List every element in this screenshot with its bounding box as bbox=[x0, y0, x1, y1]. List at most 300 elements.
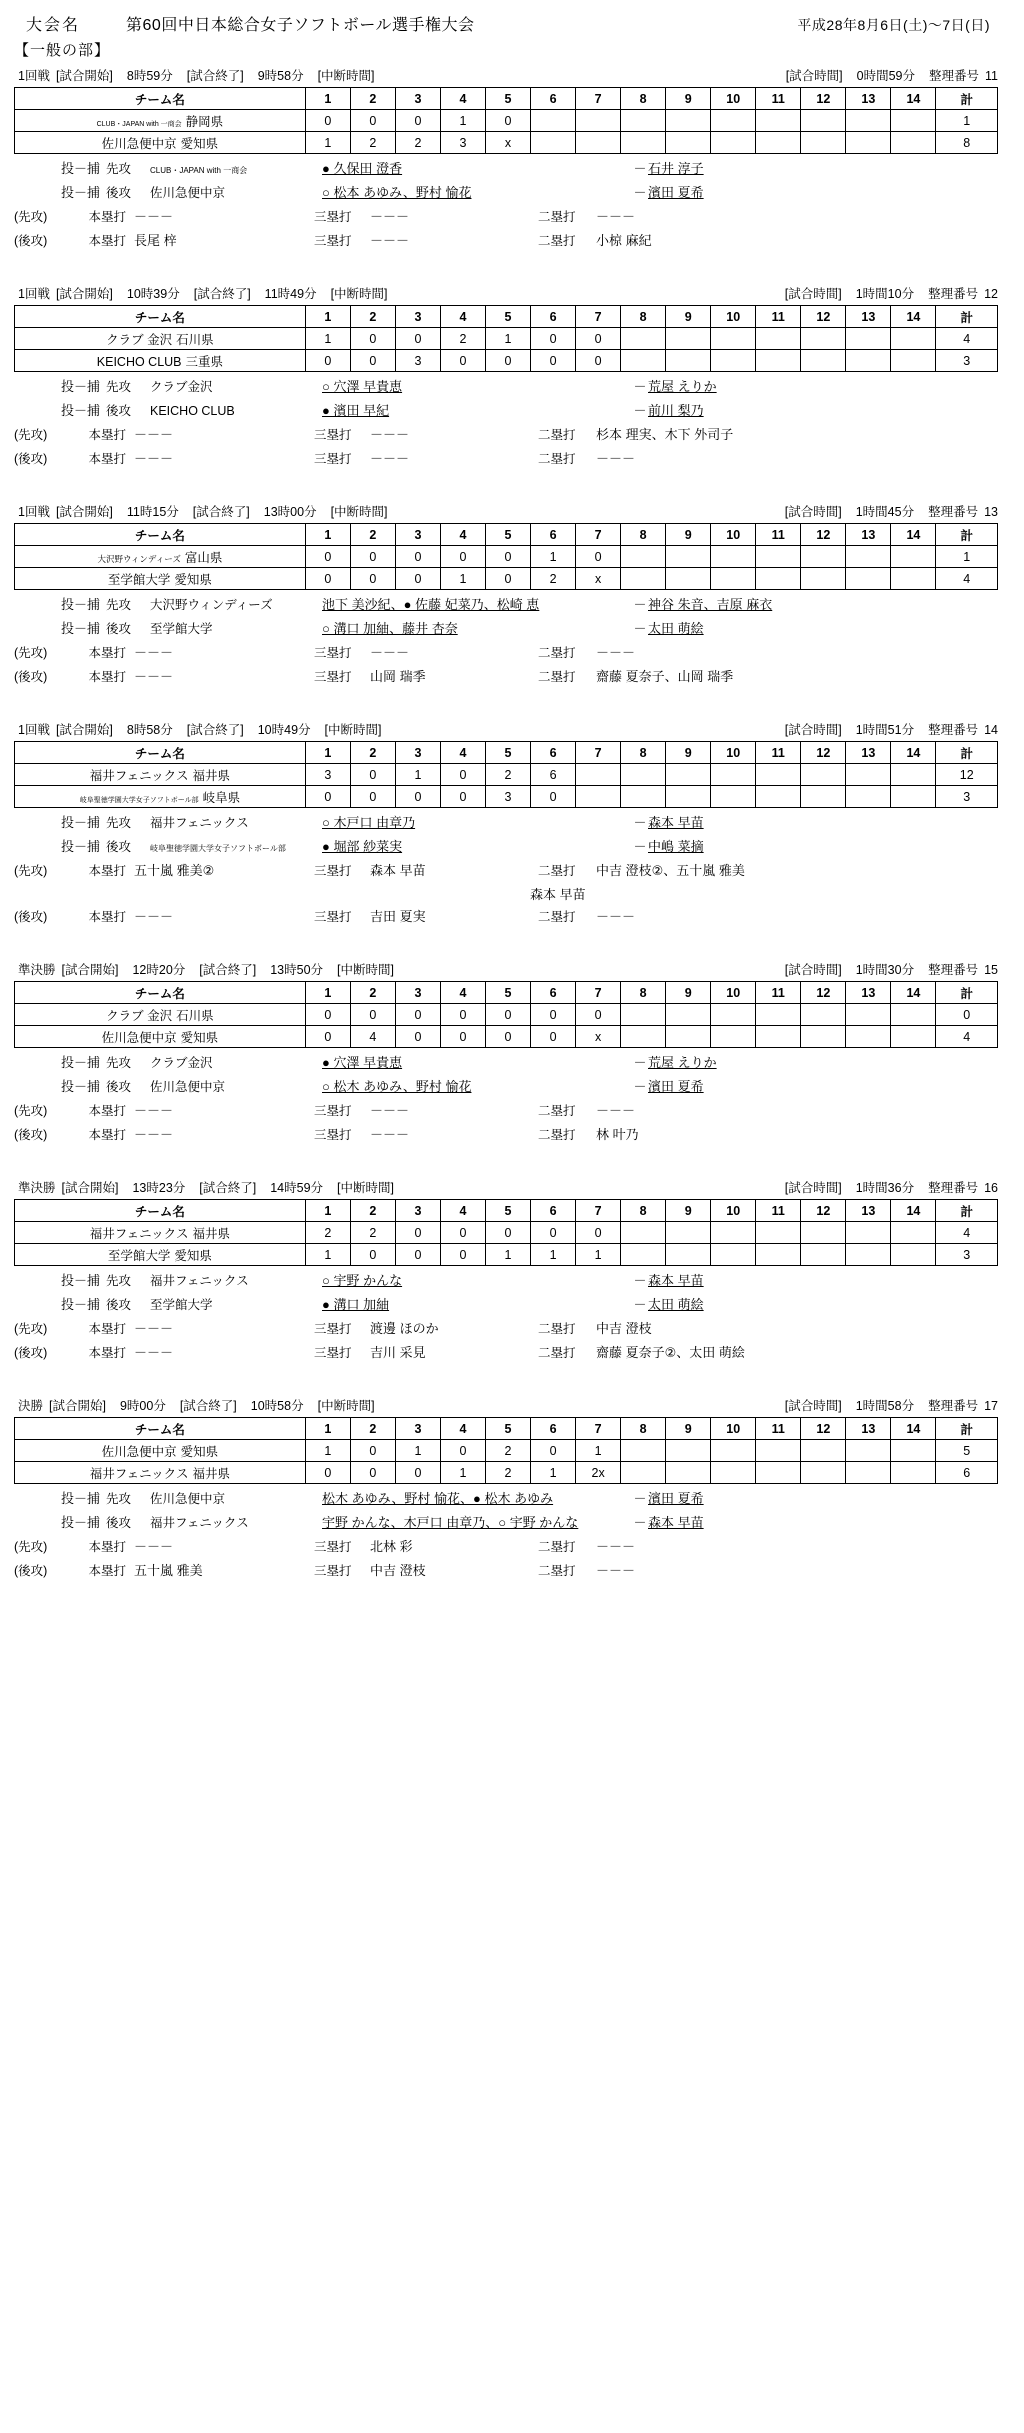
inning-score: 0 bbox=[440, 1244, 485, 1266]
battery-order: 先攻 bbox=[106, 380, 132, 394]
double-value: 林 叶乃 bbox=[596, 1127, 639, 1142]
team-name: 佐川急便中京 bbox=[101, 136, 177, 151]
inning-score bbox=[576, 110, 621, 132]
hit-side: (先攻) bbox=[14, 1540, 48, 1554]
inning-score: 0 bbox=[531, 786, 576, 808]
column-header-inning-13: 13 bbox=[846, 1418, 891, 1440]
team-cell bbox=[15, 1004, 306, 1026]
team-pref: 静岡県 bbox=[185, 114, 224, 129]
double-label: 二塁打 bbox=[538, 1346, 576, 1360]
battery-row bbox=[14, 1052, 998, 1076]
inning-score bbox=[846, 1462, 891, 1484]
table-header-row bbox=[15, 982, 998, 1004]
battery-label: 投－捕 bbox=[60, 1055, 100, 1070]
double-label: 二塁打 bbox=[538, 864, 576, 878]
table-row bbox=[15, 1440, 998, 1462]
inning-score bbox=[801, 1222, 846, 1244]
inning-score: 1 bbox=[531, 1462, 576, 1484]
battery-team: 福井フェニックス bbox=[150, 1516, 249, 1530]
inning-score bbox=[621, 350, 666, 372]
homerun-value: －－－ bbox=[134, 669, 174, 684]
duration-value: 1時間58分 bbox=[855, 1399, 915, 1413]
inning-score bbox=[666, 110, 711, 132]
inning-score bbox=[666, 568, 711, 590]
inning-score bbox=[756, 1026, 801, 1048]
inning-score: 0 bbox=[576, 350, 621, 372]
inning-score bbox=[846, 546, 891, 568]
team-cell bbox=[15, 1222, 306, 1244]
inning-score: 1 bbox=[305, 328, 350, 350]
inning-score bbox=[666, 1462, 711, 1484]
table-header-row bbox=[15, 742, 998, 764]
inning-score bbox=[801, 764, 846, 786]
inning-score: 0 bbox=[395, 1462, 440, 1484]
team-pref: 石川県 bbox=[176, 332, 214, 347]
double-value-cont: 森本 早苗 bbox=[530, 887, 586, 902]
battery-row bbox=[14, 182, 998, 206]
game-meta bbox=[14, 284, 998, 302]
column-header-inning-8: 8 bbox=[621, 524, 666, 546]
double-value: 齋藤 夏奈子、山岡 瑞季 bbox=[596, 669, 734, 684]
homerun-value: －－－ bbox=[134, 1539, 174, 1554]
double-value: 中吉 澄枝②、五十嵐 雅美 bbox=[596, 863, 745, 878]
suspend-label: [中断時間] bbox=[337, 1181, 394, 1195]
homerun-value: －－－ bbox=[134, 909, 174, 924]
duration-value: 1時間51分 bbox=[855, 723, 915, 737]
column-header-inning-6: 6 bbox=[531, 524, 576, 546]
inning-score: 1 bbox=[305, 132, 350, 154]
start-time: 10時39分 bbox=[126, 287, 180, 301]
column-header-inning-7: 7 bbox=[576, 1418, 621, 1440]
battery-dash: － bbox=[633, 1079, 647, 1094]
column-header-inning-13: 13 bbox=[846, 982, 891, 1004]
inning-score bbox=[666, 786, 711, 808]
team-name: 至学館大学 bbox=[107, 1248, 171, 1263]
hit-side: (後攻) bbox=[14, 234, 48, 248]
inning-score: 0 bbox=[305, 350, 350, 372]
homerun-value: 長尾 梓 bbox=[134, 233, 177, 248]
homerun-label: 本塁打 bbox=[88, 1322, 126, 1336]
homerun-value: 五十嵐 雅美② bbox=[134, 863, 215, 878]
homerun-label: 本塁打 bbox=[88, 428, 126, 442]
battery-team: 佐川急便中京 bbox=[150, 186, 226, 200]
inning-score: 0 bbox=[350, 1462, 395, 1484]
battery-order: 先攻 bbox=[106, 162, 132, 176]
column-header-inning-12: 12 bbox=[801, 1200, 846, 1222]
game-details bbox=[14, 1484, 998, 1584]
pitcher-names: 池下 美沙紀、● 佐藤 妃菜乃、松崎 恵 bbox=[322, 597, 540, 612]
inning-score bbox=[891, 764, 936, 786]
battery-label: 投－捕 bbox=[60, 1297, 100, 1312]
game-details bbox=[14, 1048, 998, 1148]
duration-label: [試合時間] bbox=[784, 1399, 842, 1413]
column-header-inning-1: 1 bbox=[305, 1418, 350, 1440]
inning-score bbox=[666, 546, 711, 568]
inning-score bbox=[621, 1004, 666, 1026]
team-pref: 愛知県 bbox=[180, 1444, 219, 1459]
game-round: 1回戦 bbox=[18, 287, 50, 301]
catcher-names: 神谷 朱音、吉原 麻衣 bbox=[648, 597, 773, 612]
inning-score: 0 bbox=[305, 1004, 350, 1026]
battery-row bbox=[14, 1294, 998, 1318]
battery-row bbox=[14, 1076, 998, 1100]
start-time: 11時15分 bbox=[126, 505, 179, 519]
catcher-names: 森本 早苗 bbox=[648, 1515, 704, 1530]
column-header-inning-6: 6 bbox=[531, 1200, 576, 1222]
battery-label: 投－捕 bbox=[60, 1273, 100, 1288]
team-cell bbox=[15, 764, 306, 786]
inning-score: 0 bbox=[350, 110, 395, 132]
homerun-value: －－－ bbox=[134, 1321, 174, 1336]
battery-order: 先攻 bbox=[106, 1056, 132, 1070]
double-value: －－－ bbox=[596, 1103, 636, 1118]
triple-value: －－－ bbox=[370, 1127, 410, 1142]
game-meta bbox=[14, 502, 998, 520]
inning-score bbox=[711, 786, 756, 808]
game-block bbox=[0, 284, 1024, 472]
battery-row bbox=[14, 400, 998, 424]
inning-score bbox=[891, 350, 936, 372]
battery-team: 岐阜聖徳学園大学女子ソフトボール部 bbox=[150, 844, 286, 853]
total-score: 1 bbox=[936, 546, 998, 568]
total-score: 12 bbox=[936, 764, 998, 786]
triple-value: 森本 早苗 bbox=[370, 863, 426, 878]
hit-row bbox=[14, 230, 998, 254]
team-pref: 愛知県 bbox=[180, 136, 219, 151]
team-cell bbox=[15, 1462, 306, 1484]
start-time: 8時59分 bbox=[126, 69, 173, 83]
battery-label: 投－捕 bbox=[60, 597, 100, 612]
catcher-names: 森本 早苗 bbox=[648, 1273, 704, 1288]
team-name: KEICHO CLUB bbox=[96, 354, 182, 369]
inning-score bbox=[666, 764, 711, 786]
duration-label: [試合時間] bbox=[784, 723, 842, 737]
end-time: 14時59分 bbox=[270, 1181, 324, 1195]
start-label: [試合開始] bbox=[55, 287, 113, 301]
duration-value: 1時間30分 bbox=[855, 963, 915, 977]
inning-score: 0 bbox=[531, 350, 576, 372]
order-no-label: 整理番号 bbox=[928, 723, 979, 737]
column-header-inning-8: 8 bbox=[621, 742, 666, 764]
column-header-inning-2: 2 bbox=[350, 306, 395, 328]
double-value: 杉本 理実、木下 外司子 bbox=[596, 427, 734, 442]
homerun-label: 本塁打 bbox=[88, 210, 126, 224]
inning-score bbox=[621, 1222, 666, 1244]
column-header-inning-4: 4 bbox=[440, 982, 485, 1004]
inning-score bbox=[846, 786, 891, 808]
column-header-inning-5: 5 bbox=[485, 1200, 530, 1222]
inning-score bbox=[891, 132, 936, 154]
column-header-inning-10: 10 bbox=[711, 524, 756, 546]
inning-score bbox=[801, 328, 846, 350]
inning-score: 0 bbox=[531, 1222, 576, 1244]
team-name: クラブ 金沢 bbox=[106, 1008, 173, 1023]
inning-score bbox=[756, 786, 801, 808]
inning-score bbox=[711, 350, 756, 372]
double-value: 小椋 麻紀 bbox=[596, 233, 652, 248]
battery-team: クラブ金沢 bbox=[150, 1056, 213, 1070]
inning-score bbox=[891, 1222, 936, 1244]
game-details bbox=[14, 808, 998, 930]
battery-row bbox=[14, 376, 998, 400]
game-round: 1回戦 bbox=[18, 723, 50, 737]
end-time: 13時00分 bbox=[263, 505, 317, 519]
battery-label: 投－捕 bbox=[60, 621, 100, 636]
column-header-inning-1: 1 bbox=[305, 306, 350, 328]
homerun-label: 本塁打 bbox=[88, 1564, 126, 1578]
inning-score: 0 bbox=[485, 350, 530, 372]
inning-score: 3 bbox=[440, 132, 485, 154]
inning-score bbox=[846, 1004, 891, 1026]
battery-label: 投－捕 bbox=[60, 1515, 100, 1530]
game-details bbox=[14, 590, 998, 690]
inning-score: 0 bbox=[350, 764, 395, 786]
inning-score: 2 bbox=[305, 1222, 350, 1244]
header-label: 大会名 bbox=[26, 17, 81, 34]
column-header-inning-9: 9 bbox=[666, 524, 711, 546]
team-name: クラブ 金沢 bbox=[106, 332, 173, 347]
inning-score: 0 bbox=[531, 1440, 576, 1462]
order-no-label: 整理番号 bbox=[928, 505, 979, 519]
catcher-names: 森本 早苗 bbox=[648, 815, 704, 830]
end-time: 10時58分 bbox=[250, 1399, 304, 1413]
inning-score bbox=[801, 110, 846, 132]
column-header-team: チーム名 bbox=[15, 1418, 306, 1440]
double-label: 二塁打 bbox=[538, 428, 576, 442]
column-header-inning-5: 5 bbox=[485, 742, 530, 764]
inning-score bbox=[711, 132, 756, 154]
start-label: [試合開始] bbox=[55, 505, 113, 519]
total-score: 4 bbox=[936, 568, 998, 590]
column-header-inning-1: 1 bbox=[305, 524, 350, 546]
pitcher-names: ● 堀部 紗菜実 bbox=[322, 839, 403, 854]
inning-score bbox=[801, 350, 846, 372]
column-header-inning-9: 9 bbox=[666, 982, 711, 1004]
battery-dash: － bbox=[633, 1055, 647, 1070]
inning-score: 0 bbox=[395, 1222, 440, 1244]
inning-score bbox=[801, 1462, 846, 1484]
inning-score: 0 bbox=[576, 546, 621, 568]
column-header-team: チーム名 bbox=[15, 1200, 306, 1222]
double-label: 二塁打 bbox=[538, 452, 576, 466]
game-round: 決勝 bbox=[18, 1399, 44, 1413]
score-table bbox=[14, 87, 998, 154]
inning-score: 0 bbox=[440, 1026, 485, 1048]
table-row bbox=[15, 110, 998, 132]
inning-score: 0 bbox=[440, 546, 485, 568]
game-round: 1回戦 bbox=[18, 69, 50, 83]
team-name: 大沢野ウィンディーズ bbox=[97, 553, 181, 564]
team-name: 佐川急便中京 bbox=[101, 1030, 177, 1045]
catcher-names: 前川 梨乃 bbox=[648, 403, 704, 418]
inning-score bbox=[711, 546, 756, 568]
battery-dash: － bbox=[633, 1515, 647, 1530]
inning-score: 3 bbox=[395, 350, 440, 372]
hit-side: (先攻) bbox=[14, 1322, 48, 1336]
battery-dash: － bbox=[633, 1273, 647, 1288]
inning-score bbox=[576, 786, 621, 808]
inning-score bbox=[891, 110, 936, 132]
inning-score: 0 bbox=[395, 568, 440, 590]
pitcher-names: ○ 松木 あゆみ、野村 愉花 bbox=[322, 1079, 472, 1094]
inning-score bbox=[711, 1222, 756, 1244]
page-title: 第60回中日本総合女子ソフトボール選手権大会 bbox=[126, 17, 475, 34]
score-table bbox=[14, 523, 998, 590]
inning-score: 1 bbox=[485, 328, 530, 350]
end-label: [試合終了] bbox=[193, 287, 251, 301]
total-score: 3 bbox=[936, 786, 998, 808]
column-header-inning-14: 14 bbox=[891, 1418, 936, 1440]
inning-score: 0 bbox=[305, 546, 350, 568]
column-header-inning-9: 9 bbox=[666, 1200, 711, 1222]
hit-side: (先攻) bbox=[14, 1104, 48, 1118]
battery-row bbox=[14, 836, 998, 860]
team-pref: 愛知県 bbox=[174, 572, 212, 587]
double-value: －－－ bbox=[596, 645, 636, 660]
inning-score bbox=[621, 568, 666, 590]
suspend-label: [中断時間] bbox=[317, 1399, 375, 1413]
hit-side: (後攻) bbox=[14, 1346, 48, 1360]
start-time: 13時23分 bbox=[132, 1181, 186, 1195]
team-cell bbox=[15, 1440, 306, 1462]
table-header-row bbox=[15, 306, 998, 328]
pitcher-names: ○ 溝口 加紬、藤井 杏奈 bbox=[322, 621, 458, 636]
battery-label: 投－捕 bbox=[60, 161, 100, 176]
inning-score: 0 bbox=[305, 110, 350, 132]
column-header-inning-3: 3 bbox=[395, 524, 440, 546]
game-round: 準決勝 bbox=[18, 1181, 56, 1195]
inning-score: 0 bbox=[485, 110, 530, 132]
double-label: 二塁打 bbox=[538, 1540, 576, 1554]
inning-score bbox=[891, 568, 936, 590]
inning-score: 0 bbox=[350, 350, 395, 372]
inning-score bbox=[711, 328, 756, 350]
double-label: 二塁打 bbox=[538, 670, 576, 684]
inning-score: 0 bbox=[531, 1004, 576, 1026]
inning-score bbox=[891, 1462, 936, 1484]
column-header-inning-3: 3 bbox=[395, 982, 440, 1004]
battery-row bbox=[14, 1270, 998, 1294]
homerun-value: －－－ bbox=[134, 1103, 174, 1118]
team-pref: 愛知県 bbox=[180, 1030, 219, 1045]
inning-score: 0 bbox=[305, 1026, 350, 1048]
inning-score bbox=[756, 1004, 801, 1026]
end-time: 11時49分 bbox=[264, 287, 317, 301]
inning-score: 6 bbox=[531, 764, 576, 786]
inning-score bbox=[711, 110, 756, 132]
inning-score bbox=[891, 1440, 936, 1462]
order-no-label: 整理番号 bbox=[928, 287, 979, 301]
inning-score: 1 bbox=[531, 1244, 576, 1266]
battery-team: 佐川急便中京 bbox=[150, 1080, 226, 1094]
start-label: [試合開始] bbox=[61, 963, 119, 977]
battery-order: 後攻 bbox=[106, 840, 132, 854]
team-cell bbox=[15, 350, 306, 372]
inning-score bbox=[801, 546, 846, 568]
hit-row bbox=[14, 1342, 998, 1366]
battery-order: 先攻 bbox=[106, 816, 132, 830]
inning-score bbox=[891, 328, 936, 350]
column-header-total: 計 bbox=[936, 306, 998, 328]
order-no-value: 14 bbox=[984, 723, 998, 737]
column-header-inning-12: 12 bbox=[801, 742, 846, 764]
column-header-team: チーム名 bbox=[15, 982, 306, 1004]
inning-score: 0 bbox=[440, 786, 485, 808]
duration-label: [試合時間] bbox=[784, 287, 842, 301]
inning-score bbox=[756, 350, 801, 372]
column-header-inning-2: 2 bbox=[350, 88, 395, 110]
order-no-label: 整理番号 bbox=[928, 1399, 979, 1413]
total-score: 4 bbox=[936, 328, 998, 350]
column-header-inning-3: 3 bbox=[395, 88, 440, 110]
inning-score: 4 bbox=[350, 1026, 395, 1048]
inning-score bbox=[846, 350, 891, 372]
battery-row bbox=[14, 158, 998, 182]
table-row bbox=[15, 132, 998, 154]
table-header-row bbox=[15, 1200, 998, 1222]
inning-score bbox=[666, 1026, 711, 1048]
triple-label: 三塁打 bbox=[314, 1128, 352, 1142]
end-time: 13時50分 bbox=[270, 963, 324, 977]
end-label: [試合終了] bbox=[199, 1181, 257, 1195]
inning-score: 1 bbox=[440, 1462, 485, 1484]
team-name: 佐川急便中京 bbox=[101, 1444, 177, 1459]
end-label: [試合終了] bbox=[179, 1399, 237, 1413]
hit-row bbox=[14, 666, 998, 690]
games-list bbox=[0, 66, 1024, 1584]
battery-dash: － bbox=[633, 839, 647, 854]
inning-score: x bbox=[576, 1026, 621, 1048]
double-label: 二塁打 bbox=[538, 210, 576, 224]
column-header-inning-9: 9 bbox=[666, 742, 711, 764]
homerun-value: －－－ bbox=[134, 451, 174, 466]
inning-score bbox=[621, 1244, 666, 1266]
hit-row bbox=[14, 1536, 998, 1560]
inning-score bbox=[801, 1440, 846, 1462]
inning-score bbox=[576, 132, 621, 154]
score-table bbox=[14, 1199, 998, 1266]
team-cell bbox=[15, 132, 306, 154]
column-header-inning-13: 13 bbox=[846, 1200, 891, 1222]
double-label: 二塁打 bbox=[538, 1564, 576, 1578]
team-cell bbox=[15, 1244, 306, 1266]
inning-score bbox=[711, 1244, 756, 1266]
triple-value: －－－ bbox=[370, 451, 410, 466]
team-cell bbox=[15, 1026, 306, 1048]
column-header-inning-8: 8 bbox=[621, 1200, 666, 1222]
column-header-inning-11: 11 bbox=[756, 306, 801, 328]
column-header-inning-14: 14 bbox=[891, 1200, 936, 1222]
homerun-value: －－－ bbox=[134, 427, 174, 442]
pitcher-names: ● 濱田 早紀 bbox=[322, 403, 390, 418]
battery-team: CLUB・JAPAN with 一商会 bbox=[150, 166, 248, 175]
pitcher-names: ● 溝口 加紬 bbox=[322, 1297, 390, 1312]
team-pref: 岐阜県 bbox=[202, 790, 241, 805]
column-header-inning-9: 9 bbox=[666, 306, 711, 328]
battery-dash: － bbox=[633, 621, 647, 636]
order-no-value: 12 bbox=[984, 287, 998, 301]
inning-score bbox=[621, 328, 666, 350]
inning-score bbox=[621, 1026, 666, 1048]
homerun-value: －－－ bbox=[134, 1127, 174, 1142]
triple-label: 三塁打 bbox=[314, 910, 352, 924]
homerun-label: 本塁打 bbox=[88, 864, 126, 878]
team-name: CLUB・JAPAN with 一商会 bbox=[96, 120, 182, 128]
team-pref: 福井県 bbox=[192, 768, 231, 783]
inning-score bbox=[756, 1440, 801, 1462]
battery-team: クラブ金沢 bbox=[150, 380, 213, 394]
triple-label: 三塁打 bbox=[314, 452, 352, 466]
